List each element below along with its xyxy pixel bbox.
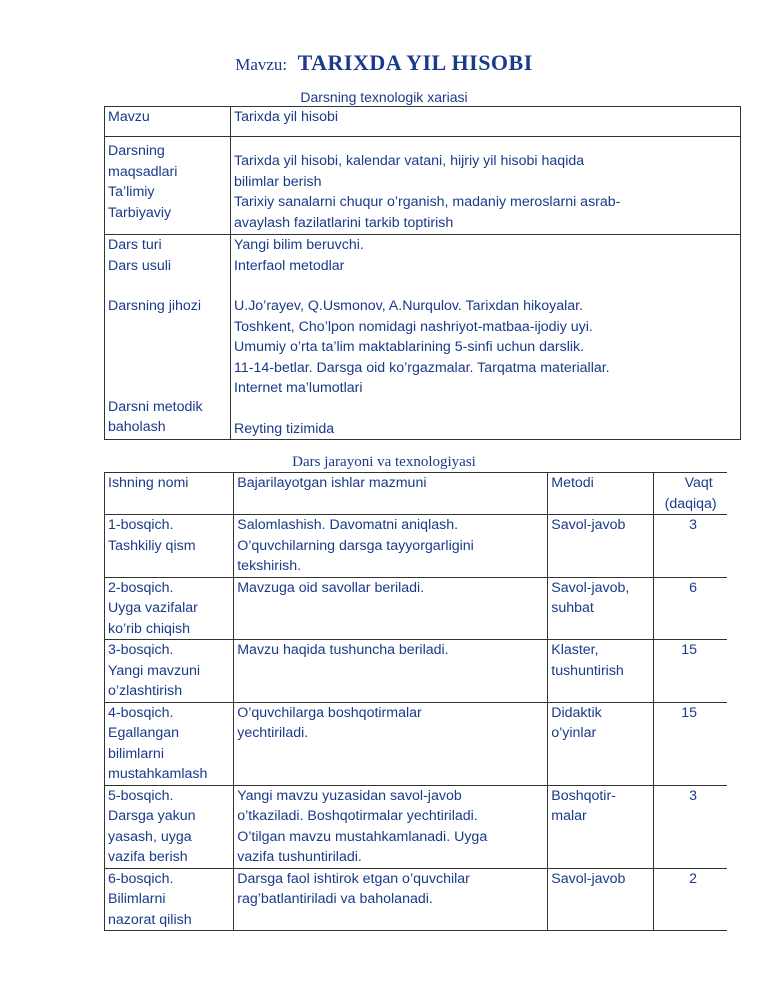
mavzu-value: Tarixda yil hisobi	[231, 107, 741, 137]
table-row: 4-bosqich. Egallangan bilimlarni mustahkamlash O’quvchilarga boshqotirmalar yechtiriladi. Didaktik o’yinlar 15	[105, 702, 728, 785]
table-row: 3-bosqich. Yangi mavzuni o’zlashtirish Mavzu haqida tushuncha beriladi. Klaster, tushuntirish 15	[105, 640, 728, 703]
table-row: 6-bosqich. Bilimlarni nazorat qilish Darsga faol ishtirok etgan o’quvchilar rag’batlantiriladi va baholanadi. Savol-javob 2	[105, 868, 728, 931]
maqsad-labels: Darsning maqsadlari Ta’limiy Tarbiyaviy	[105, 137, 231, 235]
tech-map-table	[104, 106, 741, 440]
dars-labels: Dars turi Dars usuli Darsning jihozi Darsni metodik baholash	[105, 235, 231, 440]
table-row	[105, 137, 741, 235]
title-prefix: Mavzu:	[235, 55, 288, 74]
dars-content: Yangi bilim beruvchi. Interfaol metodlar U.Jo’rayev, Q.Usmonov, A.Nurqulov. Tarixdan hikoyalar. Toshkent, Cho’lpon nomidagi nashriyot-matbaa-ijodiy uyi. Umumiy o’rta ta’lim maktablarining 5-sinfi uchun darslik. 11-14-betlar. Darsga oid ko’rgazmalar. Tarqatma materiallar. Internet ma’lumotlari Reyting tizimida	[231, 235, 741, 440]
header-time: Vaqt (daqiqa)	[654, 473, 727, 515]
header-method: Metodi	[548, 473, 654, 515]
page-title	[0, 50, 768, 76]
tech-map-subtitle: Darsning texnologik xariasi	[300, 89, 468, 105]
table-row: 1-bosqich. Tashkiliy qism Salomlashish. Davomatni aniqlash. O’quvchilarning darsga tayyorgarligini tekshirish. Savol-javob 3	[105, 515, 728, 578]
table-row	[105, 235, 741, 440]
maqsad-content: Tarixda yil hisobi, kalendar vatani, hijriy yil hisobi haqida bilimlar berish Tarixiy sanalarni chuqur o’rganish, madaniy meroslarni asrab- avaylash fazilatlarini tarkib toptirish	[231, 137, 741, 235]
table-header-row	[105, 473, 728, 515]
header-content: Bajarilayotgan ishlar mazmuni	[234, 473, 548, 515]
table-row: 2-bosqich. Uyga vazifalar ko’rib chiqish Mavzuga oid savollar beriladi. Savol-javob, suhbat 6	[105, 577, 728, 640]
table-row: 5-bosqich. Darsga yakun yasash, uyga vazifa berish Yangi mavzu yuzasidan savol-javob o’tkaziladi. Boshqotirmalar yechtiriladi. O’tilgan mavzu mustahkamlanadi. Uyga vazifa tushuntiriladi. Boshqotir- malar 3	[105, 785, 728, 868]
process-table	[104, 472, 727, 931]
header-name: Ishning nomi	[105, 473, 234, 515]
table-row	[105, 107, 741, 137]
mavzu-label: Mavzu	[105, 107, 231, 137]
title-main: TARIXDA YIL HISOBI	[297, 50, 533, 75]
process-subtitle: Dars jarayoni va texnologiyasi	[292, 454, 476, 470]
